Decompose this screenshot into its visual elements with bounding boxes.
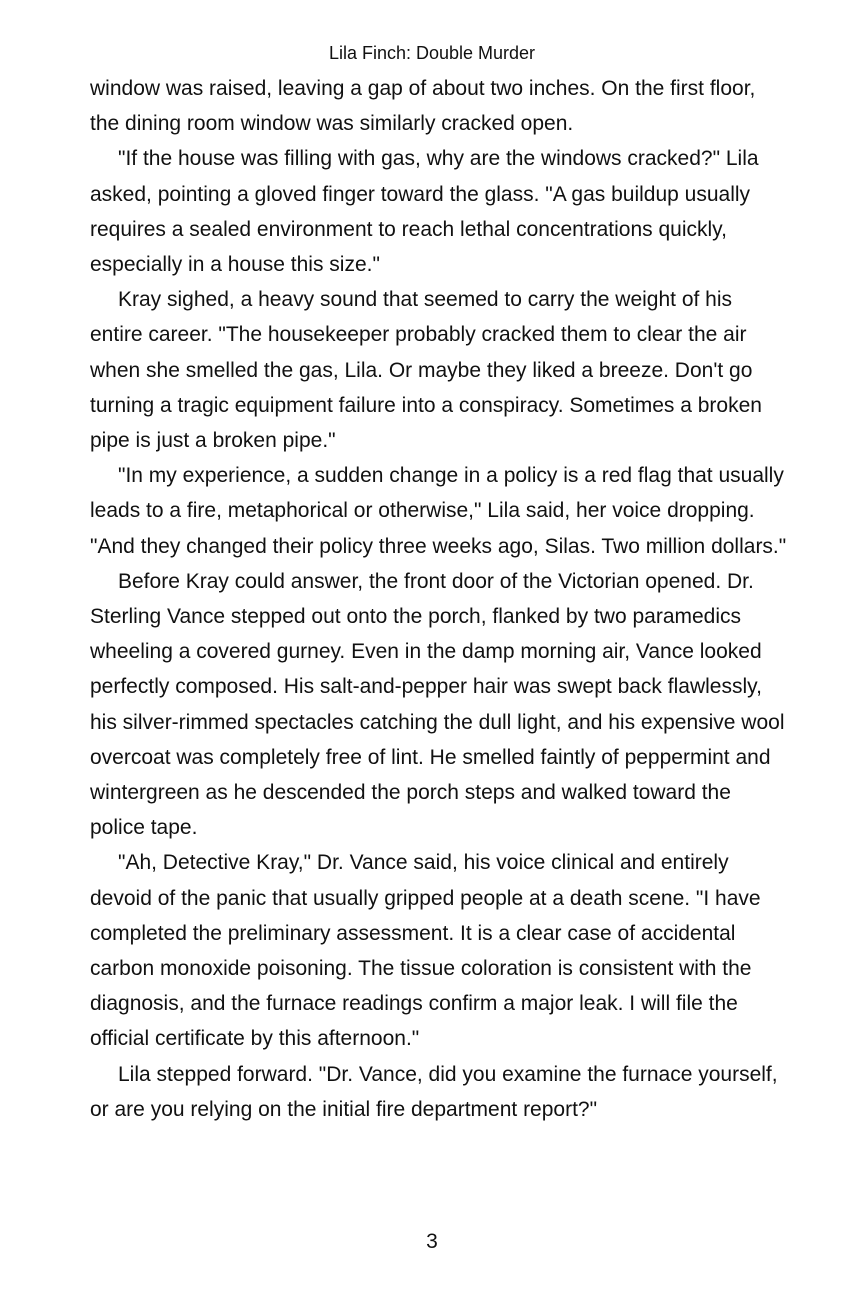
paragraph: Lila stepped forward. "Dr. Vance, did you examine the furnace yourself, or are you relying on the initial fire department report?" — [90, 1062, 778, 1121]
paragraph-continuation: window was raised, leaving a gap of about two inches. On the first floor, the dining room window was similarly cracked open. — [90, 77, 756, 136]
paragraph: "If the house was filling with gas, why are the windows cracked?" Lila asked, pointing a gloved finger toward the glass. "A gas buildup usually requires a sealed environment to reach lethal concentrations quickly, especially in a house this size." — [90, 147, 759, 277]
paragraph: Before Kray could answer, the front door of the Victorian opened. Dr. Sterling Vance stepped out onto the porch, flanked by two paramedics wheeling a covered gurney. Even in the damp morning air, Vance looked perfectly composed. His salt-and-pepper hair was swept back flawlessly, his silver-rimmed spectacles catching the dull light, and his expensive wool overcoat was completely free of lint. He smelled faintly of peppermint and wintergreen as he descended the porch steps and walked toward the police tape. — [90, 569, 785, 840]
paragraph: "Ah, Detective Kray," Dr. Vance said, his voice clinical and entirely devoid of the panic that usually gripped people at a death scene. "I have completed the preliminary assessment. It is a clear case of accidental carbon monoxide poisoning. The tissue coloration is consistent with the diagnosis, and the furnace readings confirm a major leak. I will file the official certificate by this afternoon." — [90, 851, 761, 1051]
running-header: Lila Finch: Double Murder — [328, 43, 536, 63]
page-number: 3 — [426, 1230, 438, 1253]
paragraph: "In my experience, a sudden change in a policy is a red flag that usually leads to a fire, metaphorical or otherwise," Lila said, her voice dropping. "And they changed their policy three weeks ago, Silas. Two million dollars." — [90, 464, 787, 558]
paragraph: Kray sighed, a heavy sound that seemed to carry the weight of his entire career. "The housekeeper probably cracked them to clear the air when she smelled the gas, Lila. Or maybe they liked a breeze. Don't go turning a tragic equipment failure into a conspiracy. Sometimes a broken pipe is just a broken pipe." — [90, 288, 762, 453]
page-body — [90, 71, 788, 1127]
